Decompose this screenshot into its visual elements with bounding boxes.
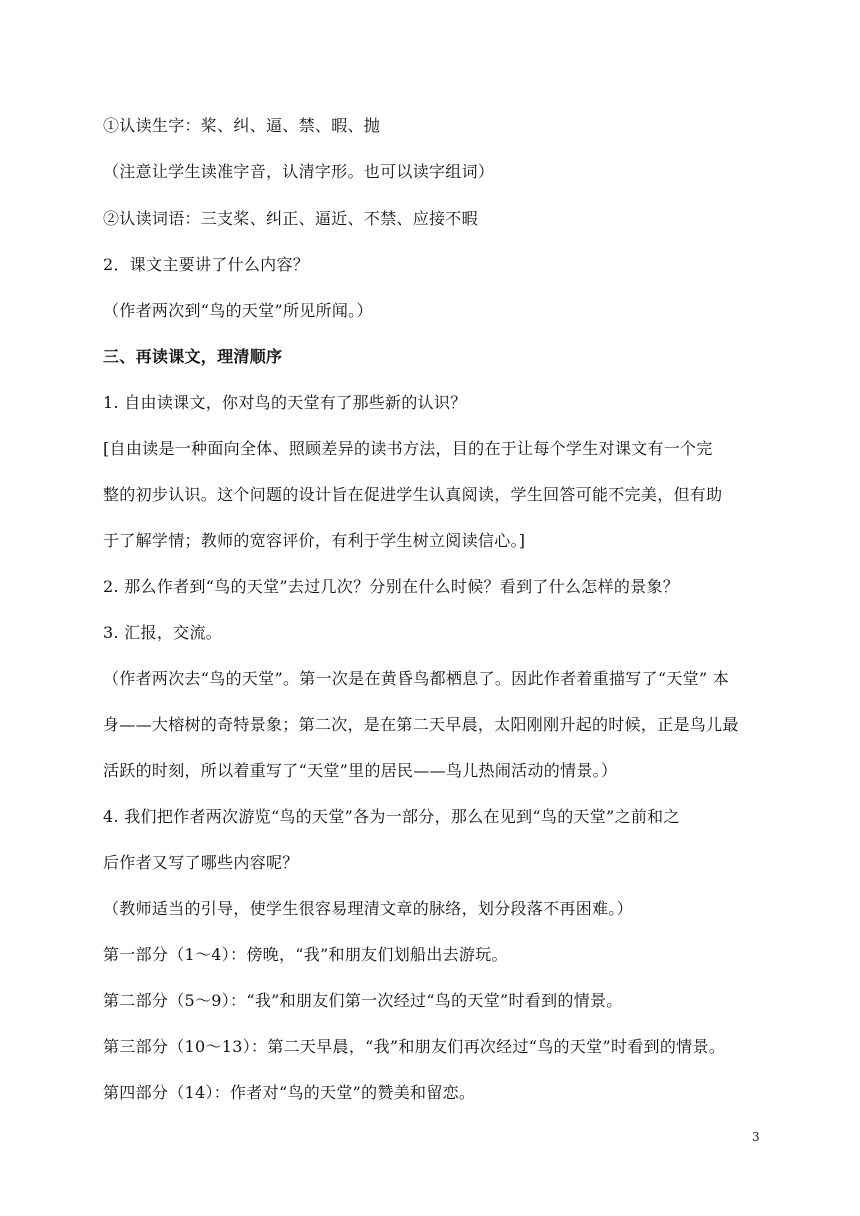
item-4-continuation-line: 后作者又写了哪些内容呢？ bbox=[103, 853, 299, 872]
item-1-line: 1. 自由读课文，你对鸟的天堂有了那些新的认识？ bbox=[103, 393, 467, 412]
part-4-line: 第四部分（14）：作者对“鸟的天堂”的赞美和留恋。 bbox=[103, 1083, 476, 1102]
reading-note-line: （注意让学生读准字音，认清字形。也可以读字组词） bbox=[103, 162, 495, 181]
paragraph-line: 整的初步认识。这个问题的设计旨在促进学生认真阅读，学生回答可能不完美，但有助 bbox=[103, 485, 723, 504]
item-3-line: 3. 汇报，交流。 bbox=[103, 623, 223, 642]
new-words-line: ②认读词语：三支桨、纠正、逼近、不禁、应接不暇 bbox=[103, 209, 478, 228]
page-number: 3 bbox=[752, 1130, 760, 1144]
new-characters-line: ①认读生字：桨、纠、逼、禁、暇、抛 bbox=[103, 116, 381, 135]
guidance-line: （教师适当的引导，使学生很容易理清文章的脉络，划分段落不再困难。） bbox=[103, 899, 633, 918]
explanation-line: 身——大榕树的奇特景象；第二次，是在第二天早晨，太阳刚刚升起的时候，正是鸟儿最 bbox=[103, 715, 739, 734]
explanation-line: 活跃的时刻，所以着重写了“天堂”里的居民——鸟儿热闹活动的情景。） bbox=[103, 761, 618, 780]
question-2-line: 2．课文主要讲了什么内容？ bbox=[103, 255, 310, 274]
part-2-line: 第二部分（5～9）：“我”和朋友们第一次经过“鸟的天堂”时看到的情景。 bbox=[103, 991, 623, 1010]
item-2-line: 2. 那么作者到“鸟的天堂”去过几次？分别在什么时候？看到了什么怎样的景象？ bbox=[103, 577, 680, 596]
section-heading: 三、再读课文，理清顺序 bbox=[103, 347, 283, 366]
part-1-line: 第一部分（1～4）：傍晚，“我”和朋友们划船出去游玩。 bbox=[103, 945, 508, 964]
paragraph-line: [自由读是一种面向全体、照顾差异的读书方法，目的在于让每个学生对课文有一个完 bbox=[103, 439, 713, 458]
explanation-line: （作者两次去“鸟的天堂”。第一次是在黄昏鸟都栖息了。因此作者着重描写了“天堂” 本 bbox=[103, 669, 730, 688]
paragraph-line: 于了解学情；教师的宽容评价，有利于学生树立阅读信心。] bbox=[103, 531, 526, 550]
part-3-line: 第三部分（10～13）：第二天早晨，“我”和朋友们再次经过“鸟的天堂”时看到的情景。 bbox=[103, 1037, 726, 1056]
answer-2-line: （作者两次到“鸟的天堂”所见所闻。） bbox=[103, 301, 373, 320]
item-4-line: 4. 我们把作者两次游览“鸟的天堂”各为一部分，那么在见到“鸟的天堂”之前和之 bbox=[103, 807, 680, 826]
